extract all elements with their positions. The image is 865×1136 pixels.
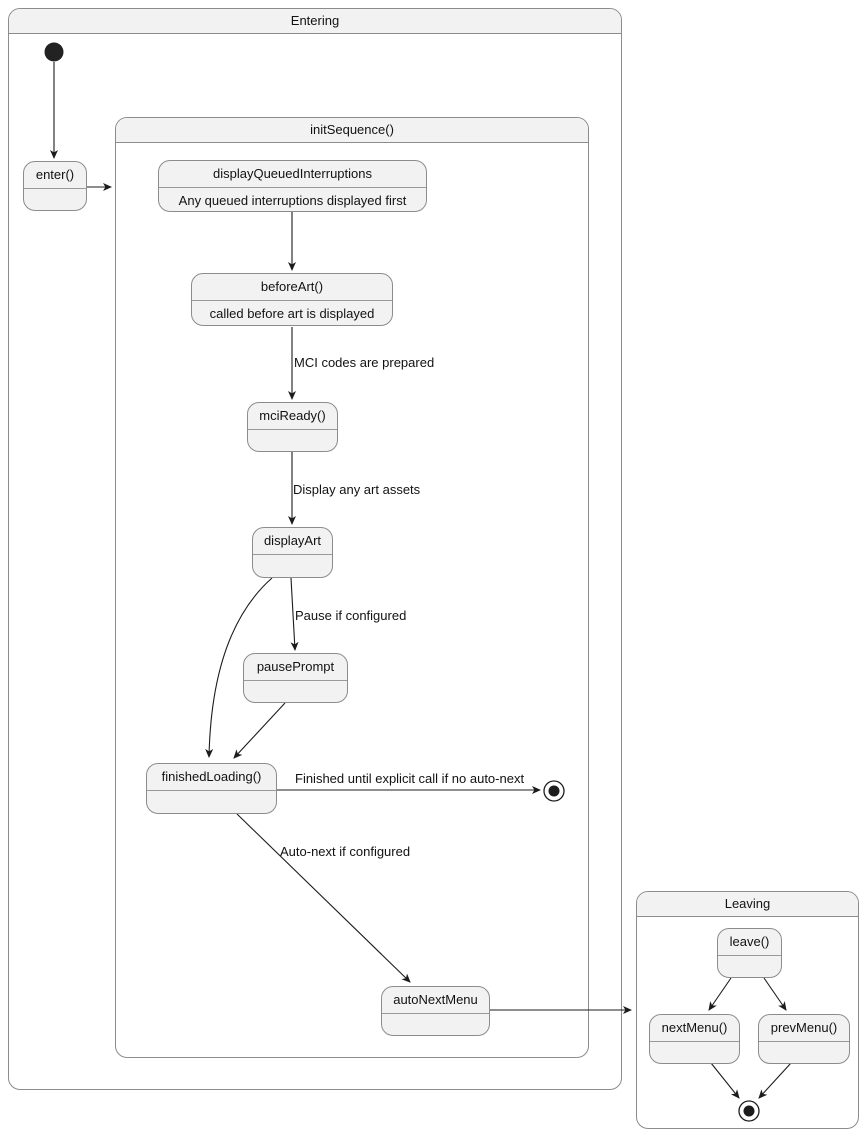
state-pause-prompt	[243, 653, 348, 703]
state-display-queued-interruptions-label: displayQueuedInterruptions	[159, 161, 426, 188]
state-next-menu-label: nextMenu()	[650, 1015, 739, 1042]
state-display-art	[252, 527, 333, 578]
state-pause-prompt-label: pausePrompt	[244, 654, 347, 681]
state-auto-next-menu	[381, 986, 490, 1036]
state-before-art-description: called before art is displayed	[209, 306, 375, 321]
state-mci-ready-label: mciReady()	[248, 403, 337, 430]
transition-finished-loading-to-auto-next-menu	[237, 814, 410, 982]
state-leave	[717, 928, 782, 978]
state-prev-menu-body	[759, 1042, 849, 1063]
state-finished-loading-body	[147, 791, 276, 812]
state-enter-label: enter()	[24, 162, 86, 189]
state-display-queued-interruptions-description: Any queued interruptions displayed first	[178, 193, 407, 208]
state-mci-ready-body	[248, 430, 337, 451]
transition-leave-to-next-menu	[709, 978, 731, 1010]
transition-next-menu-to-final	[711, 1063, 739, 1098]
transition-pause-prompt-to-finished-loading	[234, 703, 285, 758]
transition-label-finished: Finished until explicit call if no auto-next	[295, 771, 525, 786]
state-before-art-label: beforeArt()	[192, 274, 392, 301]
composite-state-leaving-title: Leaving	[637, 892, 858, 917]
state-auto-next-menu-body	[382, 1014, 489, 1035]
composite-state-entering-title: Entering	[9, 9, 621, 34]
state-prev-menu-label: prevMenu()	[759, 1015, 849, 1042]
state-enter	[23, 161, 87, 211]
state-auto-next-menu-label: autoNextMenu	[382, 987, 489, 1014]
state-enter-body	[24, 189, 86, 210]
initial-state-dot	[45, 43, 64, 62]
transition-prev-menu-to-final	[759, 1063, 791, 1098]
transition-label-auto-next: Auto-next if configured	[280, 844, 411, 859]
transition-label-display-assets: Display any art assets	[293, 482, 421, 497]
state-leave-label: leave()	[718, 929, 781, 956]
state-leave-body	[718, 956, 781, 977]
state-before-art	[191, 273, 393, 326]
state-pause-prompt-body	[244, 681, 347, 702]
state-next-menu-body	[650, 1042, 739, 1063]
state-finished-loading	[146, 763, 277, 814]
final-state-leaving	[739, 1101, 759, 1121]
state-display-art-body	[253, 555, 332, 576]
state-display-art-label: displayArt	[253, 528, 332, 555]
state-prev-menu	[758, 1014, 850, 1064]
state-next-menu	[649, 1014, 740, 1064]
transition-label-pause: Pause if configured	[295, 608, 407, 623]
composite-state-init-sequence-title: initSequence()	[116, 118, 588, 143]
state-finished-loading-label: finishedLoading()	[147, 764, 276, 791]
state-mci-ready	[247, 402, 338, 452]
transition-label-mci-codes: MCI codes are prepared	[294, 355, 435, 370]
final-state-init-sequence	[544, 781, 564, 801]
transition-leave-to-prev-menu	[764, 978, 786, 1010]
state-display-queued-interruptions	[158, 160, 427, 212]
